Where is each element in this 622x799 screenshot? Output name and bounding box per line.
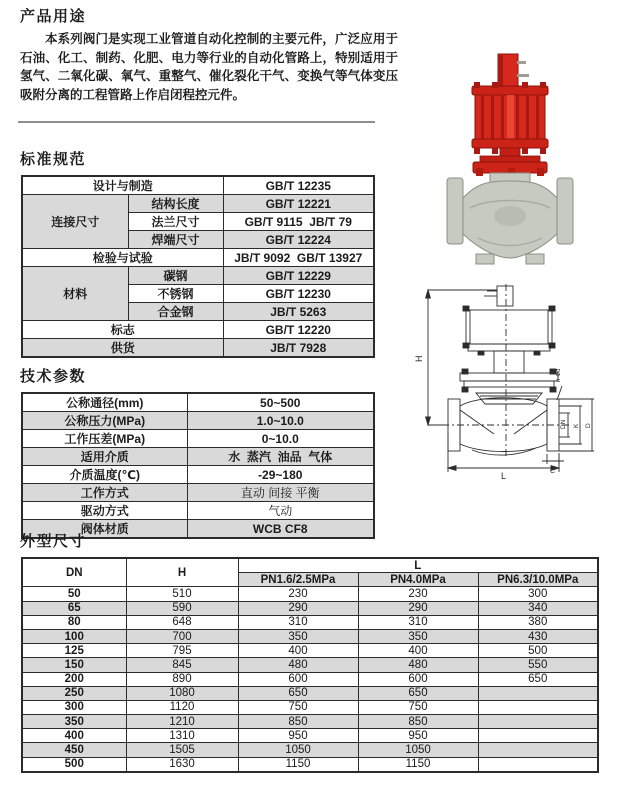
cell: 500	[22, 757, 126, 772]
cell	[478, 743, 598, 757]
cell: 550	[478, 658, 598, 672]
cell: 310	[358, 615, 478, 629]
cell: 合金钢	[128, 303, 223, 321]
cell: 200	[22, 672, 126, 686]
cell: GB/T 9115 JB/T 79	[223, 213, 374, 231]
cell: 驱动方式	[22, 502, 187, 520]
cell: 350	[358, 629, 478, 643]
cell: 310	[238, 615, 358, 629]
cell: 430	[478, 629, 598, 643]
cell: 供货	[22, 339, 223, 358]
dim-label-k: K	[573, 423, 580, 428]
cell: 65	[22, 601, 126, 615]
cell: 直动 间接 平衡	[187, 484, 374, 502]
cell: JB/T 7928	[223, 339, 374, 358]
cell: 340	[478, 601, 598, 615]
cell: 气动	[187, 502, 374, 520]
cell: 600	[358, 672, 478, 686]
cell: 标志	[22, 321, 223, 339]
cell: 1120	[126, 700, 238, 714]
cell: 950	[358, 729, 478, 743]
cell: 600	[238, 672, 358, 686]
cell: 230	[358, 587, 478, 601]
cell: 845	[126, 658, 238, 672]
cell: 300	[478, 587, 598, 601]
cell: -29~180	[187, 466, 374, 484]
cell: 350	[238, 629, 358, 643]
cell: 150	[22, 658, 126, 672]
cell: GB/T 12220	[223, 321, 374, 339]
cell	[478, 715, 598, 729]
cell: GB/T 12230	[223, 285, 374, 303]
dimensions-table	[21, 557, 599, 773]
cell	[478, 700, 598, 714]
section-heading-dimensions: 外型尺寸	[20, 533, 87, 550]
cell: 400	[22, 729, 126, 743]
cell: 1150	[358, 757, 478, 772]
cell: PN1.6/2.5MPa	[238, 573, 358, 587]
cell: 1310	[126, 729, 238, 743]
cell: 材料	[22, 267, 128, 321]
dim-label-h: H	[414, 355, 424, 362]
cell: 检验与试验	[22, 249, 223, 267]
cell: 480	[358, 658, 478, 672]
cell: 1505	[126, 743, 238, 757]
cell: 650	[478, 672, 598, 686]
dim-label-c: C	[550, 468, 556, 475]
cell: 650	[238, 686, 358, 700]
cell: 不锈钢	[128, 285, 223, 303]
cell: 焊端尺寸	[128, 231, 223, 249]
valve-photo	[418, 48, 610, 270]
cell: 510	[126, 587, 238, 601]
cell: 50~500	[187, 393, 374, 412]
cell	[478, 686, 598, 700]
cell: 0~10.0	[187, 430, 374, 448]
cell: 850	[358, 715, 478, 729]
cell: 648	[126, 615, 238, 629]
cell: 1210	[126, 715, 238, 729]
standards-table	[21, 175, 375, 358]
cell: 125	[22, 644, 126, 658]
cell: 290	[358, 601, 478, 615]
cell: 400	[358, 644, 478, 658]
cell: 1150	[238, 757, 358, 772]
cell: DN	[22, 558, 126, 587]
cell: 公称通径(mm)	[22, 393, 187, 412]
cell: 设计与制造	[22, 176, 223, 195]
cell: 结构长度	[128, 195, 223, 213]
cell: GB/T 12224	[223, 231, 374, 249]
cell: 350	[22, 715, 126, 729]
dim-label-nphid: n-Φd	[556, 368, 562, 382]
cell: 480	[238, 658, 358, 672]
cell: 590	[126, 601, 238, 615]
cell: GB/T 12229	[223, 267, 374, 285]
cell: 阀体材质	[22, 520, 187, 539]
cell: GB/T 12235	[223, 176, 374, 195]
section-heading-usage: 产品用途	[20, 8, 87, 25]
cell: 1050	[358, 743, 478, 757]
cell: 1.0~10.0	[187, 412, 374, 430]
cell: 法兰尺寸	[128, 213, 223, 231]
cell: 290	[238, 601, 358, 615]
cell: JB/T 5263	[223, 303, 374, 321]
cell: 300	[22, 700, 126, 714]
section-divider	[18, 121, 375, 123]
cell: 1050	[238, 743, 358, 757]
cell: 1630	[126, 757, 238, 772]
cell: H	[126, 558, 238, 587]
cell: 500	[478, 644, 598, 658]
dim-label-d: D	[585, 423, 592, 428]
cell: 795	[126, 644, 238, 658]
cell: 380	[478, 615, 598, 629]
cell: 100	[22, 629, 126, 643]
dim-label-dn: DN	[560, 419, 567, 429]
cell: JB/T 9092 GB/T 13927	[223, 249, 374, 267]
cell: 介质温度(℃)	[22, 466, 187, 484]
cell	[478, 729, 598, 743]
cell: 碳钢	[128, 267, 223, 285]
dim-label-l: L	[501, 471, 507, 481]
cell: 700	[126, 629, 238, 643]
cell: 50	[22, 587, 126, 601]
cell: 230	[238, 587, 358, 601]
cell: 适用介质	[22, 448, 187, 466]
section-heading-standards: 标准规范	[20, 151, 87, 168]
cell: 工作方式	[22, 484, 187, 502]
cell: 850	[238, 715, 358, 729]
usage-paragraph: 本系列阀门是实现工业管道自动化控制的主要元件，广泛应用于石油、化工、制药、化肥、电力等行业的自动化管路上，特别适用于氢气、二氧化碳、氧气、重整气、催化裂化干气、变换气等气体变压吸附分离的工程管路上作启闭程控元件。	[20, 32, 398, 102]
cell: 公称压力(MPa)	[22, 412, 187, 430]
cell	[478, 757, 598, 772]
cell: WCB CF8	[187, 520, 374, 539]
cell: 连接尺寸	[22, 195, 128, 249]
dimension-drawing	[402, 282, 620, 494]
cell: 890	[126, 672, 238, 686]
tech-params-table	[21, 392, 375, 539]
cell: L	[238, 558, 598, 573]
cell: 80	[22, 615, 126, 629]
cell: 450	[22, 743, 126, 757]
cell: 750	[238, 700, 358, 714]
cell: GB/T 12221	[223, 195, 374, 213]
cell: PN6.3/10.0MPa	[478, 573, 598, 587]
cell: 400	[238, 644, 358, 658]
cell: 950	[238, 729, 358, 743]
cell: 工作压差(MPa)	[22, 430, 187, 448]
cell: 750	[358, 700, 478, 714]
section-heading-tech-params: 技术参数	[20, 368, 87, 385]
cell: 650	[358, 686, 478, 700]
cell: 250	[22, 686, 126, 700]
cell: 水 蒸汽 油品 气体	[187, 448, 374, 466]
cell: 1080	[126, 686, 238, 700]
cell: PN4.0MPa	[358, 573, 478, 587]
